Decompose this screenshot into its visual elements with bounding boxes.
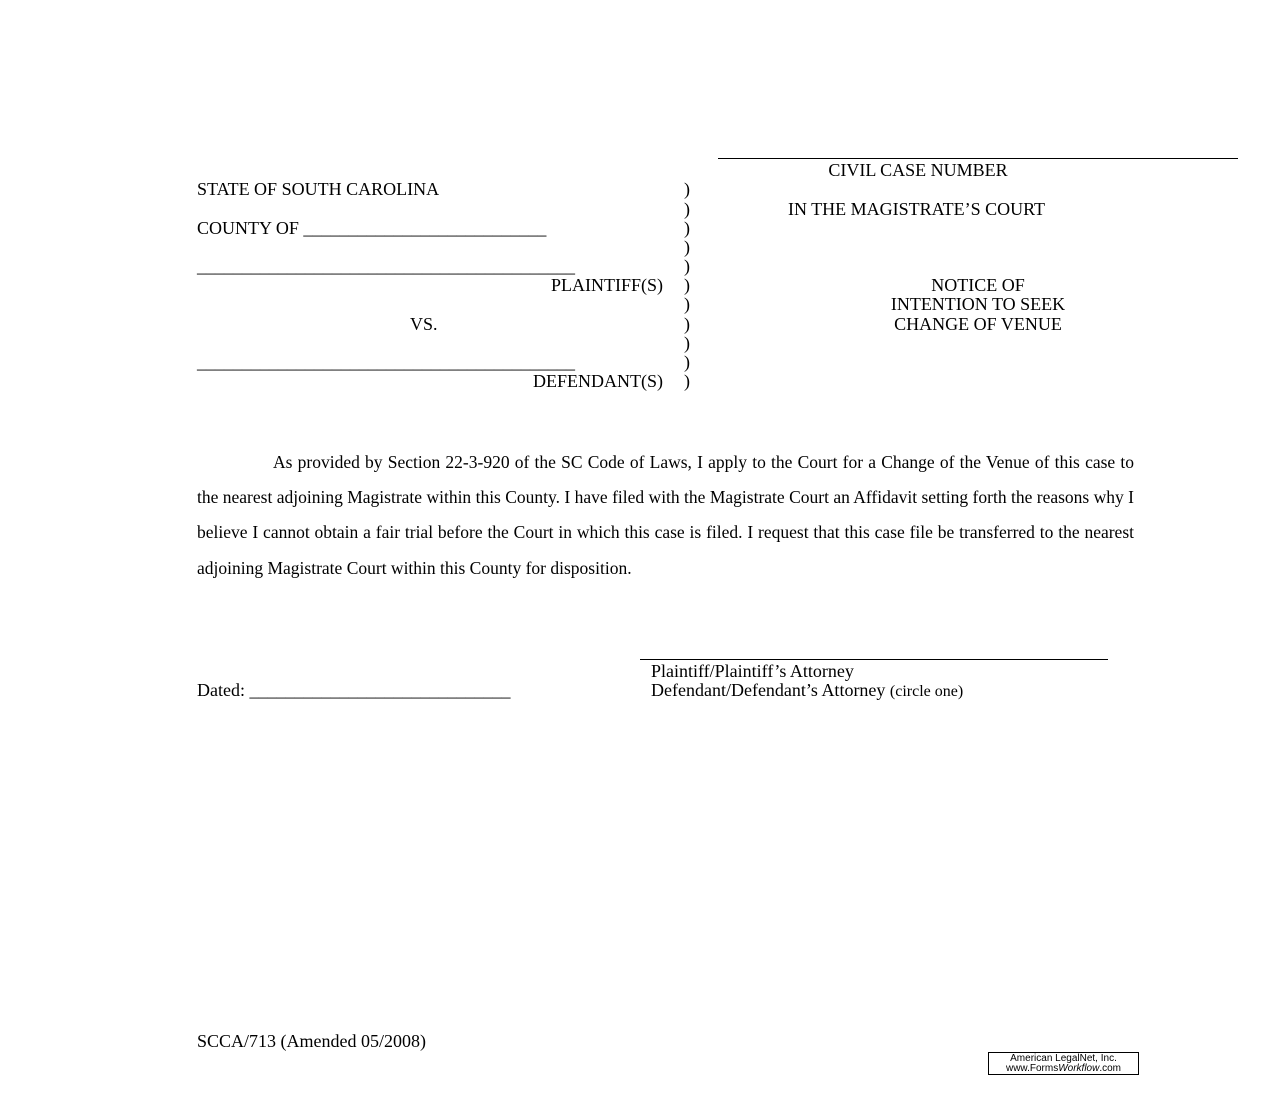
caption-paren: ) [684,218,690,238]
caption-paren: ) [684,352,690,372]
caption-paren: ) [684,371,690,391]
caption-paren: ) [684,237,690,257]
county-label: COUNTY OF [197,218,299,238]
form-id: SCCA/713 (Amended 05/2008) [197,1031,426,1051]
dated-label: Dated: [197,680,245,700]
title-line-2: INTENTION TO SEEK [890,294,1066,314]
defendant-blank: __________________________________________ [197,352,575,372]
notice-paragraph: As provided by Section 22-3-920 of the SC Code of Laws, I apply to the Court for a Change of the Venue of this case to the nearest adjoining Magistrate within this County. I have filed with the Magistrate Court an Affidavit setting forth the reasons why I believe I cannot obtain a fair trial before the Court in which this case is filed. I request that this case file be transferred to the nearest adjoining Magistrate Court within this County for disposition. [197,452,1134,578]
caption-paren: ) [684,275,690,295]
case-number-label: CIVIL CASE NUMBER [828,160,1008,180]
signature-line [640,659,1108,660]
state-label: STATE OF SOUTH CAROLINA [197,179,440,199]
logo-line-1: American LegalNet, Inc. [1010,1053,1117,1064]
county-row [197,219,546,237]
caption-paren: ) [684,314,690,334]
dated-row [197,681,510,699]
plaintiff-blank: __________________________________________ [197,256,575,276]
legalnet-logo [988,1052,1139,1075]
case-number-line [718,158,1238,159]
logo-line-2: www.FormsWorkflow.com [1005,1063,1122,1074]
signature-role-2 [651,681,963,700]
signature-role-2-text: Defendant/Defendant’s Attorney [651,680,886,700]
caption-paren: ) [684,333,690,353]
court-name: IN THE MAGISTRATE’S COURT [787,199,1046,219]
caption-paren: ) [684,179,690,199]
vs-label: VS. [410,314,438,334]
caption-paren: ) [684,256,690,276]
title-line-1: NOTICE OF [931,275,1025,295]
signature-role-1: Plaintiff/Plaintiff’s Attorney [651,661,854,681]
county-blank: ___________________________ [303,218,547,238]
defendant-label: DEFENDANT(S) [533,371,663,391]
title-line-3: CHANGE OF VENUE [894,314,1062,334]
dated-blank: _____________________________ [249,680,511,700]
plaintiff-label: PLAINTIFF(S) [550,275,663,295]
caption-paren: ) [684,199,690,219]
circle-one-note: (circle one) [889,683,964,700]
caption-paren: ) [684,294,690,314]
